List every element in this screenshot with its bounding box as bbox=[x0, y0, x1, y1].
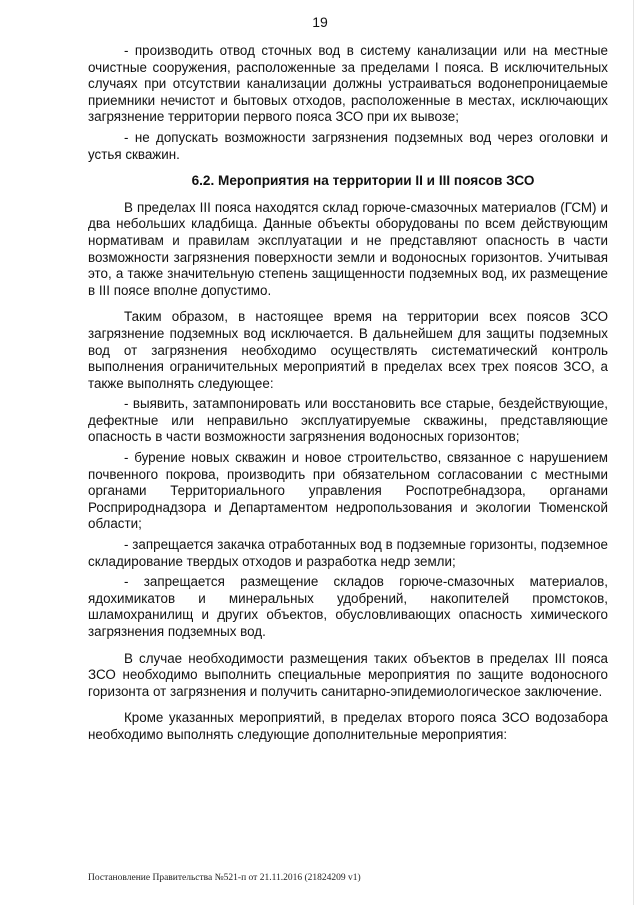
paragraph-third-belt-objects: В пределах III пояса находятся склад горюче-смазочных материалов (ГСМ) и два небольших кладбища. Данные объекты оборудованы по всем действующим нормативам и правилам эксплуатации и не представляют опасность в части возможности загрязнения поверхности земли и водоносных горизонтов. Учитывая это, а также значительную степень защищенности подземных вод, их размещение в III поясе вполне допустимо. bbox=[88, 199, 608, 298]
paragraph-warehouse-ban: - запрещается размещение складов горюче-смазочных материалов, ядохимикатов и минеральных удобрений, накопителей промстоков, шламохранилищ и других объектов, обусловливающих опасность химического загрязнения подземных вод. bbox=[88, 574, 608, 639]
page-number: 19 bbox=[312, 14, 328, 30]
paragraph-waste-injection: - запрещается закачка отработанных вод в подземные горизонты, подземное складирование твердых отходов и разработка недр земли; bbox=[88, 537, 608, 569]
paragraph-new-drilling: - бурение новых скважин и новое строительство, связанное с нарушением почвенного покрова, производить при обязательном согласовании с местными органами Территориального управления Роспотребнадзора, органами Росприроднадзора и Департаментом недропользования и экологии Тюменской области; bbox=[88, 450, 608, 532]
paragraph-sewage-discharge: - производить отвод сточных вод в систему канализации или на местные очистные сооружения, расположенные за пределами I пояса. В исключительных случаях при отсутствии канализации должны устраиваться водонепроницаемые приемники нечистот и бытовых отходов, расположенные в местах, исключающих загрязнение территории первого пояса ЗСО при их вывозе; bbox=[88, 43, 608, 125]
document-body bbox=[88, 43, 608, 754]
paragraph-conclusion-measures: Таким образом, в настоящее время на территории всех поясов ЗСО загрязнение подземных вод исключается. В дальнейшем для защиты подземных вод от загрязнения необходимо осуществлять систематический контроль выполнения ограничительных мероприятий в пределах всех трех поясов ЗСО, а также выполнять следующее: bbox=[88, 309, 608, 391]
paragraph-well-heads: - не допускать возможности загрязнения подземных вод через оголовки и устья скважин. bbox=[88, 129, 608, 162]
paragraph-special-measures: В случае необходимости размещения таких объектов в пределах III пояса ЗСО необходимо выполнить специальные мероприятия по защите водоносного горизонта от загрязнения и получить санитарно-эпидемиологическое заключение. bbox=[88, 650, 608, 699]
document-footer: Постановление Правительства №521-п от 21.11.2016 (21824209 v1) bbox=[88, 873, 361, 883]
scan-edge-line bbox=[633, 0, 634, 905]
paragraph-second-belt-intro: Кроме указанных мероприятий, в пределах второго пояса ЗСО водозабора необходимо выполнять следующие дополнительные мероприятия: bbox=[88, 710, 608, 742]
section-heading: 6.2. Мероприятия на территории II и III поясов ЗСО bbox=[191, 173, 535, 189]
paragraph-old-wells: - выявить, затампонировать или восстановить все старые, бездействующие, дефектные или неправильно эксплуатируемые скважины, представляющие опасность в части возможности загрязнения водоносных горизонтов; bbox=[88, 396, 608, 445]
